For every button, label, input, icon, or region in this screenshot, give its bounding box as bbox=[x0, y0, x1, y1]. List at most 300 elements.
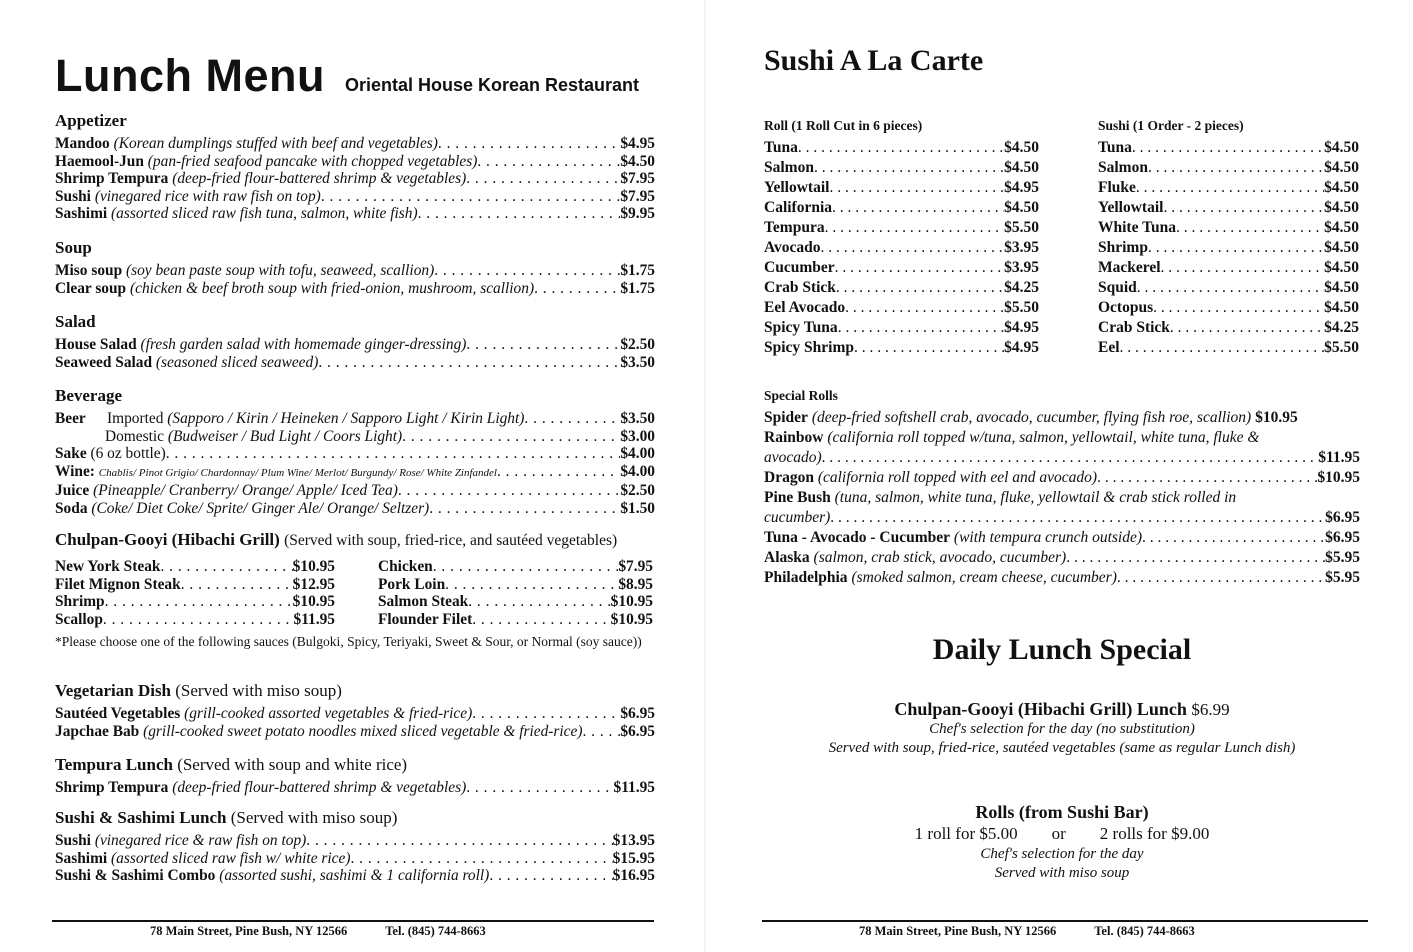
menu-list bbox=[55, 705, 655, 740]
menu-item bbox=[55, 832, 655, 850]
leader-dots bbox=[1161, 258, 1325, 278]
leader-dots bbox=[306, 832, 612, 850]
item-price: $3.50 bbox=[620, 353, 655, 371]
soda-price: $1.50 bbox=[620, 499, 655, 517]
leader-dots bbox=[798, 138, 1004, 158]
item-price: $4.50 bbox=[620, 152, 655, 170]
leader-dots bbox=[835, 258, 1005, 278]
menu-item bbox=[1098, 298, 1359, 318]
menu-item bbox=[764, 178, 1039, 198]
item-desc: (deep-fried flour-battered shrimp & vegetables) bbox=[172, 779, 467, 796]
menu-item bbox=[55, 336, 655, 354]
leader-dots bbox=[350, 850, 612, 868]
menu-list bbox=[55, 135, 655, 223]
menu-item bbox=[1098, 198, 1359, 218]
item-desc: (deep-fried flour-battered shrimp & vegetables) bbox=[172, 170, 467, 187]
special-roll-spider bbox=[764, 408, 1360, 428]
item-name: Pork Loin bbox=[378, 575, 446, 593]
item-desc: (vinegared rice & raw fish on top) bbox=[94, 832, 307, 849]
item-name: Eel Avocado bbox=[764, 299, 846, 316]
item-price: $4.25 bbox=[1004, 279, 1039, 296]
item-name: Shrimp bbox=[1098, 239, 1148, 256]
menu-item bbox=[55, 593, 335, 611]
menu-item bbox=[764, 158, 1039, 178]
menu-item bbox=[55, 354, 655, 372]
item-desc: (grill-cooked assorted vegetables & fried-rice) bbox=[184, 705, 473, 722]
daily-rolls-heading: Rolls (from Sushi Bar) bbox=[975, 802, 1149, 822]
item-name: Sushi & Sashimi Combo bbox=[55, 867, 216, 884]
pine-bush-desc-2: cucumber) bbox=[764, 509, 831, 526]
leader-dots bbox=[321, 188, 621, 206]
menu-item bbox=[764, 238, 1039, 258]
menu-item bbox=[378, 611, 653, 629]
item-price: $8.95 bbox=[618, 575, 653, 593]
leader-dots bbox=[1148, 238, 1324, 258]
item-desc: (assorted sliced raw fish w/ white rice) bbox=[111, 849, 351, 867]
tac-name: Tuna - Avocado - Cucumber bbox=[764, 529, 951, 546]
sake-name: Sake bbox=[55, 445, 87, 462]
leader-dots bbox=[825, 218, 1005, 238]
item-price: $3.95 bbox=[1004, 239, 1039, 256]
soup-section bbox=[55, 237, 655, 297]
menu-item bbox=[1098, 158, 1359, 178]
menu-item bbox=[764, 298, 1039, 318]
leader-dots bbox=[445, 576, 618, 594]
item-name: Shrimp Tempura bbox=[55, 170, 169, 187]
leader-dots bbox=[160, 558, 292, 576]
leader-dots bbox=[534, 280, 620, 298]
wine-price: $4.00 bbox=[620, 462, 655, 480]
item-price: $4.50 bbox=[1324, 139, 1359, 156]
tac-price: $6.95 bbox=[1325, 529, 1360, 546]
item-price: $15.95 bbox=[612, 849, 655, 867]
item-name: Avocado bbox=[764, 239, 821, 256]
special-roll-dragon bbox=[764, 468, 1360, 488]
item-price: $5.50 bbox=[1004, 299, 1039, 316]
philadelphia-price: $5.95 bbox=[1325, 569, 1360, 586]
item-price: $5.50 bbox=[1324, 339, 1359, 356]
leader-dots bbox=[829, 178, 1004, 198]
leader-dots bbox=[1120, 338, 1325, 358]
sushi-lunch-section bbox=[55, 807, 655, 885]
menu-item bbox=[764, 138, 1039, 158]
beer-domestic-desc: (Budweiser / Bud Light / Coors Light) bbox=[167, 427, 403, 445]
wine-desc: Chablis/ Pinot Grigio/ Chardonnay/ Plum Wine/ Merlot/ Burgundy/ Rose/ White Zinfandel bbox=[98, 466, 497, 479]
column-heading: Special Rolls bbox=[764, 388, 838, 403]
daily-hibachi-heading bbox=[764, 699, 1360, 720]
section-heading: Salad bbox=[55, 312, 96, 331]
alaska-name: Alaska bbox=[764, 549, 810, 566]
item-desc: (grill-cooked sweet potato noodles mixed sliced vegetable & fried-rice) bbox=[143, 722, 583, 740]
item-price: $3.95 bbox=[1004, 259, 1039, 276]
item-name: Tuna bbox=[1098, 139, 1132, 156]
item-name: Spicy Tuna bbox=[764, 319, 838, 336]
lunch-menu-page bbox=[0, 0, 706, 952]
item-price: $5.50 bbox=[1004, 219, 1039, 236]
wine-row bbox=[55, 463, 655, 483]
leader-dots bbox=[814, 158, 1004, 178]
rainbow-desc-2: avocado) bbox=[764, 449, 822, 466]
menu-item bbox=[55, 576, 335, 594]
menu-item bbox=[55, 205, 655, 223]
item-price: $4.95 bbox=[1004, 179, 1039, 196]
section-heading: Beverage bbox=[55, 386, 123, 405]
leader-dots bbox=[1136, 178, 1324, 198]
item-price: $9.95 bbox=[620, 205, 655, 222]
alaska-desc: (salmon, crab stick, avocado, cucumber) bbox=[813, 549, 1067, 566]
column-heading: Sushi (1 Order - 2 pieces) bbox=[1098, 118, 1244, 133]
philadelphia-desc: (smoked salmon, cream cheese, cucumber) bbox=[851, 569, 1117, 586]
hibachi-col-2 bbox=[378, 558, 653, 628]
special-rolls-section bbox=[764, 387, 1360, 588]
item-name: Sashimi bbox=[55, 205, 108, 222]
menu-item bbox=[764, 258, 1039, 278]
item-desc: (pan-fried seafood pancake with chopped vegetables) bbox=[147, 152, 478, 170]
menu-item bbox=[1098, 178, 1359, 198]
section-heading bbox=[55, 529, 655, 551]
hibachi-col-1 bbox=[55, 558, 335, 628]
item-price: $6.95 bbox=[620, 722, 655, 740]
menu-list bbox=[55, 779, 655, 797]
item-name: California bbox=[764, 199, 833, 216]
daily-hibachi-name: Chulpan-Gooyi (Hibachi Grill) Lunch bbox=[894, 699, 1187, 719]
item-price: $7.95 bbox=[620, 187, 655, 205]
item-price: $4.50 bbox=[1324, 299, 1359, 316]
item-name: Tempura bbox=[764, 219, 825, 236]
item-price: $4.50 bbox=[1004, 199, 1039, 216]
item-price: $11.95 bbox=[293, 610, 335, 628]
spider-desc: (deep-fried softshell crab, avocado, cucumber, flying fish roe, scallion) bbox=[811, 409, 1252, 426]
section-heading: Soup bbox=[55, 238, 92, 257]
leader-dots bbox=[472, 611, 610, 629]
rainbow-name: Rainbow bbox=[764, 429, 824, 446]
special-roll-rainbow bbox=[764, 428, 1360, 468]
menu-item bbox=[55, 705, 655, 723]
sushi-lunch-note: (Served with miso soup) bbox=[230, 808, 398, 827]
item-price: $10.95 bbox=[610, 593, 653, 610]
item-name: Miso soup bbox=[55, 262, 123, 279]
item-name: Flounder Filet bbox=[378, 610, 473, 628]
beer-imported-desc: (Sapporo / Kirin / Heineken / Sapporo Light / Kirin Light) bbox=[167, 410, 525, 427]
item-desc: (chicken & beef broth soup with fried-onion, mushroom, scallion) bbox=[129, 279, 535, 297]
daily-special-title bbox=[764, 633, 1360, 667]
dragon-name: Dragon bbox=[764, 469, 814, 486]
item-name: Sautéed Vegetables bbox=[55, 705, 181, 722]
leader-dots bbox=[1176, 218, 1324, 238]
special-roll-alaska bbox=[764, 548, 1360, 568]
leader-dots bbox=[1163, 198, 1324, 218]
leader-dots bbox=[1170, 318, 1324, 338]
alaska-price: $5.95 bbox=[1325, 549, 1360, 566]
daily-hibachi-line-2: Served with soup, fried-rice, sautéed vegetables (same as regular Lunch dish) bbox=[828, 739, 1296, 756]
item-desc: (seasoned sliced seaweed) bbox=[155, 353, 319, 371]
item-price: $4.25 bbox=[1324, 319, 1359, 336]
juice-row bbox=[55, 482, 655, 500]
footer bbox=[150, 924, 524, 939]
menu-item bbox=[764, 338, 1039, 358]
special-roll-pine-bush bbox=[764, 488, 1360, 528]
menu-item bbox=[55, 850, 655, 868]
sushi-page bbox=[706, 0, 1413, 952]
menu-item bbox=[55, 280, 655, 298]
hibachi-note: (Served with soup, fried-rice, and sautéed vegetables) bbox=[284, 532, 618, 549]
item-name: Fluke bbox=[1098, 179, 1136, 196]
rolls-option-2: 2 rolls for $9.00 bbox=[1099, 824, 1210, 843]
item-price: $4.50 bbox=[1324, 239, 1359, 256]
pine-bush-price: $6.95 bbox=[1325, 509, 1360, 526]
soda-desc: (Coke/ Diet Coke/ Sprite/ Ginger Ale/ Orange/ Seltzer) bbox=[91, 499, 430, 517]
footer-address: 78 Main Street, Pine Bush, NY 12566 bbox=[859, 924, 1057, 938]
item-price: $4.50 bbox=[1004, 159, 1039, 176]
menu-item bbox=[55, 170, 655, 188]
spider-price: $10.95 bbox=[1255, 409, 1298, 426]
item-price: $2.50 bbox=[620, 336, 655, 353]
footer-phone: Tel. (845) 744-8663 bbox=[1094, 924, 1195, 938]
daily-special-heading: Daily Lunch Special bbox=[932, 633, 1192, 666]
item-name: Scallop bbox=[55, 610, 103, 628]
tempura-heading: Tempura Lunch bbox=[55, 755, 173, 774]
item-price: $7.95 bbox=[620, 170, 655, 187]
item-desc: (soy bean paste soup with tofu, seaweed, scallion) bbox=[126, 262, 435, 279]
item-name: Clear soup bbox=[55, 279, 127, 297]
section-heading bbox=[55, 680, 655, 701]
menu-item bbox=[55, 558, 335, 576]
menu-list bbox=[55, 262, 655, 297]
leader-dots bbox=[438, 135, 620, 153]
leader-dots bbox=[836, 278, 1004, 298]
leader-dots bbox=[181, 576, 293, 594]
item-price: $11.95 bbox=[613, 779, 655, 796]
item-name: Seaweed Salad bbox=[55, 353, 153, 371]
hibachi-heading: Chulpan-Gooyi (Hibachi Grill) bbox=[55, 530, 280, 549]
leader-dots bbox=[489, 867, 612, 885]
beer-imported-row bbox=[55, 410, 655, 428]
vegetarian-heading: Vegetarian Dish bbox=[55, 681, 172, 700]
item-name: Sushi bbox=[55, 832, 91, 849]
item-name: Sashimi bbox=[55, 849, 108, 867]
hibachi-section bbox=[55, 529, 655, 651]
sake-row bbox=[55, 445, 655, 463]
leader-dots bbox=[433, 558, 619, 576]
menu-item bbox=[55, 611, 335, 629]
item-desc: (Korean dumplings stuffed with beef and vegetables) bbox=[113, 135, 438, 152]
leader-dots bbox=[103, 611, 294, 629]
item-name: Japchae Bab bbox=[55, 722, 140, 740]
daily-rolls-line-1: Chef's selection for the day bbox=[980, 846, 1144, 862]
leader-dots bbox=[434, 262, 620, 280]
leader-dots bbox=[466, 779, 613, 797]
leader-dots bbox=[466, 336, 620, 354]
item-price: $16.95 bbox=[612, 867, 655, 884]
menu-item bbox=[764, 218, 1039, 238]
item-name: Crab Stick bbox=[764, 279, 836, 296]
menu-item bbox=[378, 593, 653, 611]
leader-dots bbox=[1153, 298, 1324, 318]
column-heading: Roll (1 Roll Cut in 6 pieces) bbox=[764, 118, 923, 133]
item-name: Chicken bbox=[378, 558, 433, 575]
pine-bush-desc-1: (tuna, salmon, white tuna, fluke, yellowtail & crab stick rolled in bbox=[834, 489, 1237, 506]
menu-item bbox=[55, 779, 655, 797]
item-name: Salmon Steak bbox=[378, 593, 469, 610]
item-name: Yellowtail bbox=[764, 179, 830, 196]
special-roll-philadelphia bbox=[764, 568, 1360, 588]
item-name: Squid bbox=[1098, 279, 1137, 296]
item-desc: (assorted sliced raw fish tuna, salmon, white fish) bbox=[111, 205, 418, 222]
juice-desc: (Pineapple/ Cranberry/ Orange/ Apple/ Iced Tea) bbox=[93, 482, 398, 499]
item-price: $4.50 bbox=[1324, 259, 1359, 276]
juice-price: $2.50 bbox=[620, 482, 655, 499]
item-name: New York Steak bbox=[55, 558, 161, 575]
daily-rolls-options bbox=[764, 823, 1360, 845]
item-name: Tuna bbox=[764, 139, 798, 156]
dragon-price: $10.95 bbox=[1317, 469, 1360, 486]
leader-dots bbox=[472, 705, 620, 723]
sake-price: $4.00 bbox=[620, 445, 655, 462]
leader-dots bbox=[318, 354, 620, 372]
leader-dots bbox=[854, 338, 1004, 358]
leader-dots bbox=[477, 153, 620, 171]
menu-item bbox=[378, 576, 653, 594]
tempura-section bbox=[55, 754, 655, 797]
soda-name: Soda bbox=[55, 499, 88, 517]
beer-domestic-label: Domestic bbox=[105, 427, 164, 445]
leader-dots bbox=[838, 318, 1004, 338]
item-name: Yellowtail bbox=[1098, 199, 1164, 216]
roll-column bbox=[764, 117, 1039, 358]
item-price: $4.50 bbox=[1004, 139, 1039, 156]
section-heading bbox=[55, 807, 655, 828]
rolls-or: or bbox=[1051, 824, 1066, 843]
pine-bush-name: Pine Bush bbox=[764, 489, 831, 506]
page-title: Lunch Menu bbox=[55, 50, 325, 101]
tac-desc: (with tempura crunch outside) bbox=[953, 529, 1143, 546]
leader-dots bbox=[582, 723, 620, 741]
menu-item bbox=[1098, 138, 1359, 158]
item-name: Eel bbox=[1098, 339, 1120, 356]
footer-phone: Tel. (845) 744-8663 bbox=[385, 924, 486, 938]
sushi-column bbox=[1098, 117, 1359, 358]
philadelphia-name: Philadelphia bbox=[764, 569, 848, 586]
item-desc: (fresh garden salad with homemade ginger-dressing) bbox=[140, 336, 467, 353]
item-price: $1.75 bbox=[620, 262, 655, 279]
juice-name: Juice bbox=[55, 482, 90, 499]
leader-dots bbox=[832, 198, 1004, 218]
tempura-note: (Served with soup and white rice) bbox=[177, 755, 408, 774]
item-price: $4.50 bbox=[1324, 219, 1359, 236]
menu-item bbox=[55, 867, 655, 885]
menu-item bbox=[1098, 338, 1359, 358]
item-name: Shrimp Tempura bbox=[55, 779, 169, 796]
item-price: $1.75 bbox=[620, 279, 655, 297]
item-price: $12.95 bbox=[292, 575, 335, 593]
section-heading: Appetizer bbox=[55, 111, 127, 130]
menu-item bbox=[764, 198, 1039, 218]
page-title: Sushi A La Carte bbox=[764, 44, 984, 77]
item-name: White Tuna bbox=[1098, 219, 1176, 236]
menu-item bbox=[764, 278, 1039, 298]
menu-item bbox=[55, 188, 655, 206]
leader-dots bbox=[418, 205, 621, 223]
roll-list bbox=[764, 138, 1039, 358]
rainbow-desc-1: (california roll topped w/tuna, salmon, yellowtail, white tuna, fluke & bbox=[827, 429, 1260, 446]
footer-address: 78 Main Street, Pine Bush, NY 12566 bbox=[150, 924, 348, 938]
salad-section bbox=[55, 311, 655, 371]
menu-item bbox=[55, 262, 655, 280]
item-name: Shrimp bbox=[55, 593, 105, 610]
beer-imported-label: Imported bbox=[107, 410, 164, 427]
leader-dots bbox=[1148, 158, 1324, 178]
leader-dots bbox=[466, 170, 620, 188]
sake-desc: (6 oz bottle) bbox=[90, 445, 166, 462]
item-price: $4.50 bbox=[1324, 159, 1359, 176]
daily-rolls-line-2: Served with miso soup bbox=[994, 864, 1130, 881]
item-name: Salmon bbox=[764, 159, 814, 176]
item-price: $4.50 bbox=[1324, 279, 1359, 296]
vegetarian-section bbox=[55, 680, 655, 740]
footer-rule bbox=[52, 920, 654, 922]
section-heading bbox=[55, 754, 655, 775]
daily-rolls-block bbox=[764, 802, 1360, 882]
item-price: $10.95 bbox=[292, 593, 335, 610]
item-desc: (assorted sushi, sashimi & 1 california roll) bbox=[219, 867, 490, 884]
item-name: Crab Stick bbox=[1098, 319, 1170, 336]
rolls-option-1: 1 roll for $5.00 bbox=[914, 824, 1018, 843]
item-price: $4.95 bbox=[1004, 339, 1039, 356]
item-price: $7.95 bbox=[618, 558, 653, 575]
sushi-lunch-heading: Sushi & Sashimi Lunch bbox=[55, 808, 227, 827]
menu-item bbox=[55, 135, 655, 153]
beverage-section bbox=[55, 385, 655, 517]
wine-name: Wine: bbox=[55, 462, 95, 480]
footer bbox=[859, 924, 1233, 939]
item-name: Salmon bbox=[1098, 159, 1148, 176]
item-price: $4.95 bbox=[620, 135, 655, 152]
item-price: $4.50 bbox=[1324, 179, 1359, 196]
menu-list bbox=[55, 336, 655, 371]
leader-dots bbox=[1137, 278, 1324, 298]
item-price: $4.95 bbox=[1004, 319, 1039, 336]
daily-hibachi-line-1: Chef's selection for the day (no substitution) bbox=[929, 721, 1195, 737]
item-name: Sushi bbox=[55, 187, 91, 205]
item-price: $10.95 bbox=[610, 610, 653, 628]
rainbow-price: $11.95 bbox=[1318, 449, 1360, 466]
item-price: $6.95 bbox=[620, 705, 655, 722]
beer-domestic-price: $3.00 bbox=[620, 427, 655, 445]
beer-imported-price: $3.50 bbox=[620, 410, 655, 427]
item-name: House Salad bbox=[55, 336, 137, 353]
item-price: $13.95 bbox=[612, 832, 655, 849]
item-price: $10.95 bbox=[292, 558, 335, 575]
beer-label: Beer bbox=[55, 410, 86, 427]
soda-row bbox=[55, 500, 655, 518]
item-name: Mackerel bbox=[1098, 259, 1161, 276]
item-price: $4.50 bbox=[1324, 199, 1359, 216]
menu-header bbox=[55, 50, 639, 102]
menu-item bbox=[55, 723, 655, 741]
dragon-desc: (california roll topped with eel and avocado) bbox=[817, 469, 1098, 486]
menu-item bbox=[1098, 218, 1359, 238]
leader-dots bbox=[468, 593, 610, 611]
leader-dots bbox=[1132, 138, 1324, 158]
sushi-list bbox=[1098, 138, 1359, 358]
daily-hibachi-block bbox=[764, 699, 1360, 757]
menu-item bbox=[1098, 318, 1359, 338]
footer-rule bbox=[762, 920, 1368, 922]
item-name: Mandoo bbox=[55, 135, 110, 152]
menu-item bbox=[1098, 258, 1359, 278]
leader-dots bbox=[845, 298, 1004, 318]
spider-name: Spider bbox=[764, 409, 808, 426]
